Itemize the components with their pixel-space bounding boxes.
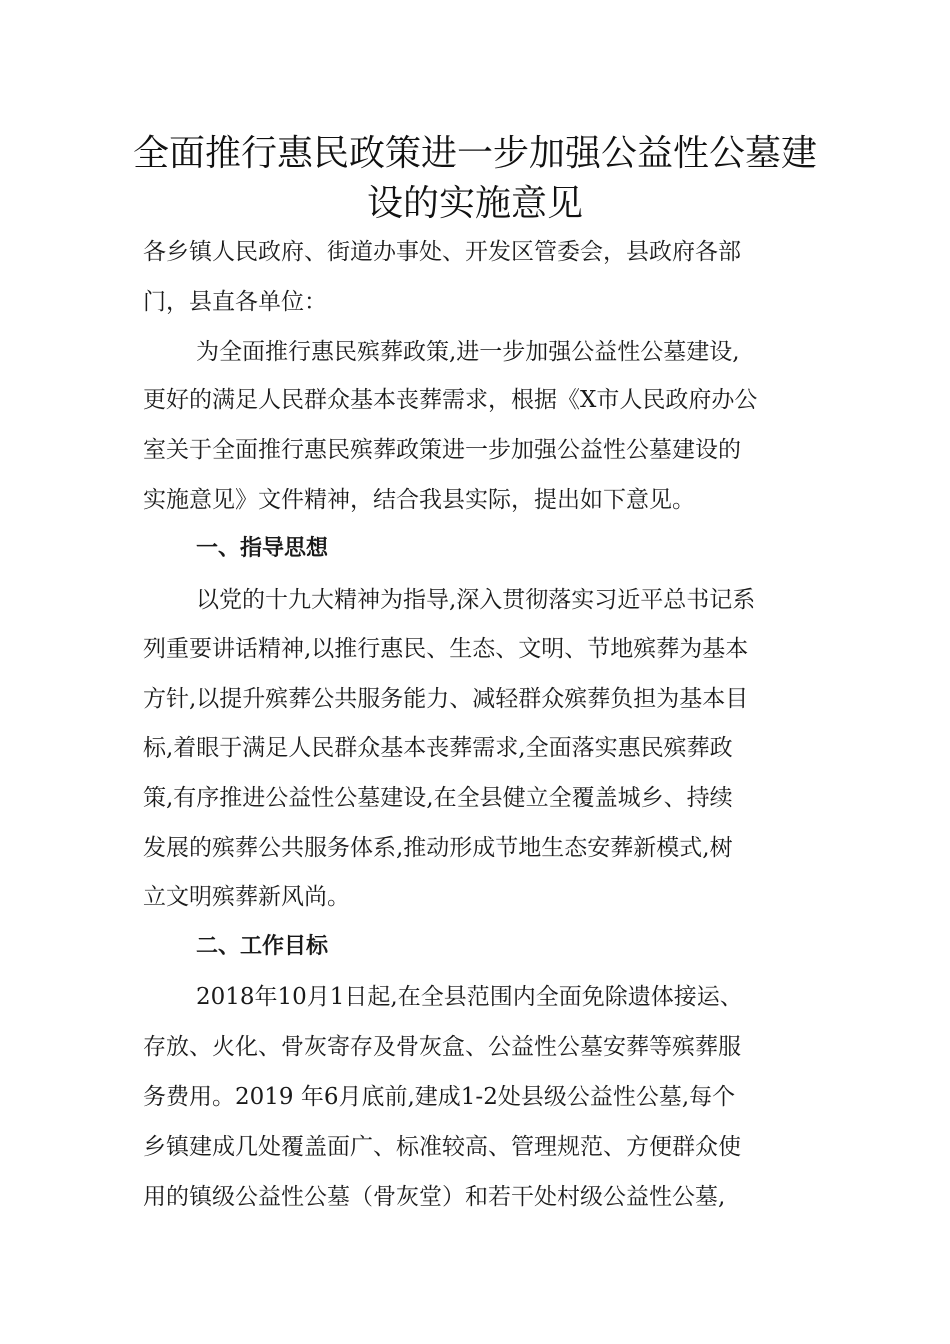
section-2-line-3: 务费用。2019 年6月底前,建成1-2处县级公益性公墓,每个 bbox=[143, 1084, 736, 1110]
section-1-heading: 一、指导思想 bbox=[196, 536, 329, 561]
section-1-line-4: 标,着眼于满足人民群众基本丧葬需求,全面落实惠民殡葬政 bbox=[143, 735, 733, 761]
section-1-line-6: 发展的殡葬公共服务体系,推动形成节地生态安葬新模式,树 bbox=[143, 835, 733, 861]
section-1-line-7: 立文明殡葬新风尚。 bbox=[143, 884, 350, 910]
section-2-line-4: 乡镇建成几处覆盖面广、标准较高、管理规范、方便群众使 bbox=[143, 1134, 741, 1160]
section-1-line-5: 策,有序推进公益性公墓建设,在全县健立全覆盖城乡、持续 bbox=[143, 785, 733, 811]
intro-line-2: 更好的满足人民群众基本丧葬需求，根据《X市人民政府办公 bbox=[143, 387, 758, 413]
salutation-line-1: 各乡镇人民政府、街道办事处、开发区管委会，县政府各部 bbox=[143, 239, 741, 265]
section-2-heading: 二、工作目标 bbox=[196, 934, 329, 959]
section-1-line-2: 列重要讲话精神,以推行惠民、生态、文明、节地殡葬为基本 bbox=[143, 636, 749, 662]
document-title-line-2: 设的实施意见 bbox=[366, 183, 583, 224]
section-2-line-1: 2018年10月1日起,在全县范围内全面免除遗体接运、 bbox=[196, 984, 743, 1010]
intro-line-1: 为全面推行惠民殡葬政策,进一步加强公益性公墓建设, bbox=[196, 339, 740, 365]
section-2-line-2: 存放、火化、骨灰寄存及骨灰盒、公益性公墓安葬等殡葬服 bbox=[143, 1034, 741, 1060]
section-1-line-1: 以党的十九大精神为指导,深入贯彻落实习近平总书记系 bbox=[196, 587, 756, 613]
salutation-line-2: 门，县直各单位： bbox=[143, 289, 327, 315]
intro-line-3: 室关于全面推行惠民殡葬政策进一步加强公益性公墓建设的 bbox=[143, 437, 741, 463]
intro-line-4: 实施意见》文件精神，结合我县实际，提出如下意见。 bbox=[143, 487, 695, 513]
section-1-line-3: 方针,以提升殡葬公共服务能力、减轻群众殡葬负担为基本目 bbox=[143, 686, 749, 712]
section-2-line-5: 用的镇级公益性公墓（骨灰堂）和若干处村级公益性公墓, bbox=[143, 1184, 726, 1210]
document-title-line-1: 全面推行惠民政策进一步加强公益性公墓建 bbox=[132, 133, 817, 174]
